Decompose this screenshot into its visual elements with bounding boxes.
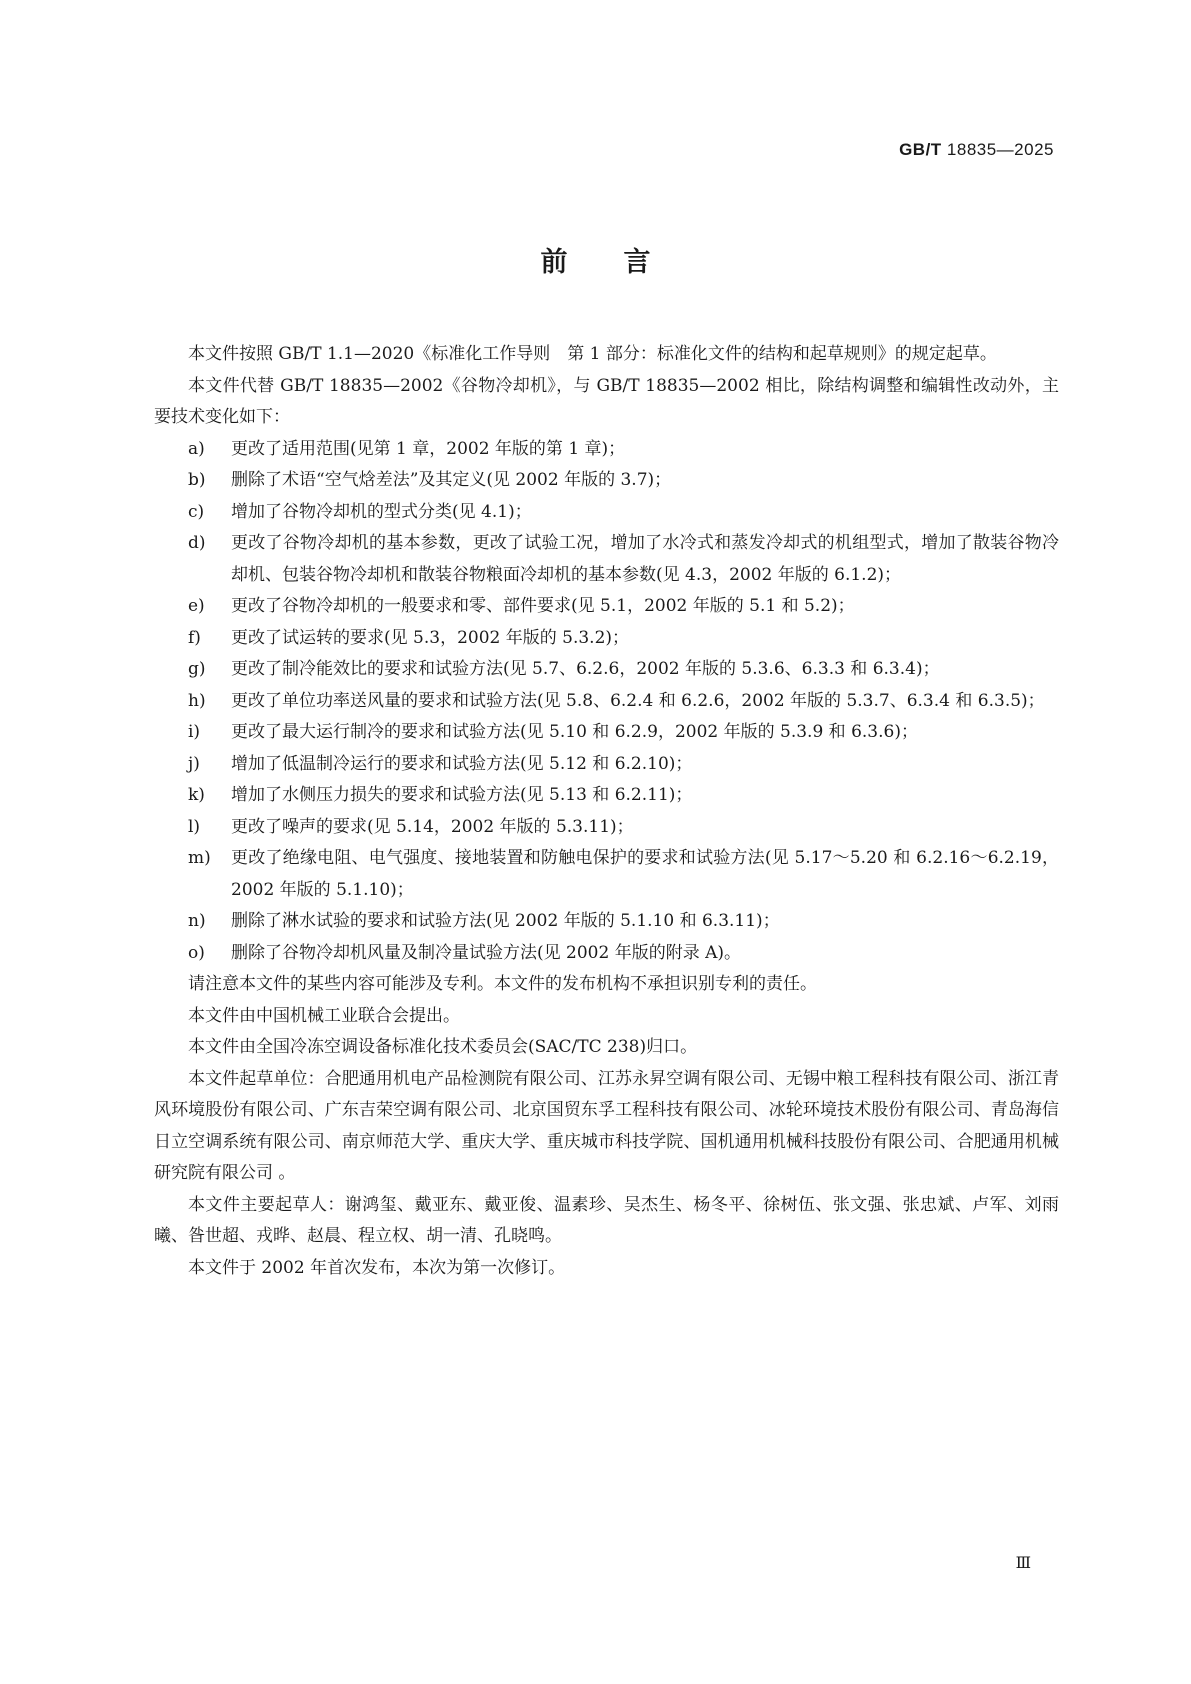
drafting-units-paragraph: 本文件起草单位：合肥通用机电产品检测院有限公司、江苏永昇空调有限公司、无锡中粮工程科技有限公司、浙江青风环境股份有限公司、广东吉荣空调有限公司、北京国贸东孚工程科技有限公司、冰轮环境技术股份有限公司、青岛海信日立空调系统有限公司、南京师范大学、重庆大学、重庆城市科技学院、国机通用机械科技股份有限公司、合肥通用机械研究院有限公司 。 [154,1068,1059,1183]
list-text: 删除了术语“空气焓差法”及其定义(见 2002 年版的 3.7)； [231,470,672,490]
list-text: 增加了低温制冷运行的要求和试验方法(见 5.12 和 6.2.10)； [231,753,693,774]
intro-paragraph: 本文件代替 GB/T 18835—2002《谷物冷却机》，与 GB/T 18835—2002 相比，除结构调整和编辑性改动外，主要技术变化如下： [154,375,1059,427]
list-item [154,812,1059,844]
list-text: 更改了谷物冷却机的一般要求和零、部件要求(见 5.1，2002 年版的 5.1 和 5.2)； [231,596,855,616]
list-marker: h) [188,690,206,711]
list-item [154,434,1059,466]
list-marker: j) [188,753,200,774]
list-item [154,780,1059,812]
list-item [154,843,1059,906]
changes-list [154,434,1059,970]
list-item [154,465,1059,497]
list-text: 更改了谷物冷却机的基本参数，更改了试验工况，增加了水冷式和蒸发冷却式的机组型式，增加了散装谷物冷却机、包装谷物冷却机和散装谷物粮面冷却机的基本参数(见 4.3，2002 年版的 6.1.2)； [231,533,1059,585]
list-marker: f) [188,627,201,648]
list-marker: a) [188,438,205,459]
list-item [154,654,1059,686]
list-item [154,497,1059,529]
committee-paragraph: 本文件由全国冷冻空调设备标准化技术委员会(SAC/TC 238)归口。 [188,1037,698,1057]
list-item [154,938,1059,970]
list-marker: e) [188,596,205,616]
publication-history-paragraph: 本文件于 2002 年首次发布，本次为第一次修订。 [188,1257,566,1278]
patent-notice: 请注意本文件的某些内容可能涉及专利。本文件的发布机构不承担识别专利的责任。 [188,974,817,994]
list-marker: c) [188,501,205,522]
list-text: 更改了绝缘电阻、电气强度、接地装置和防触电保护的要求和试验方法(见 5.17～5.20 和 6.2.16～6.2.19，2002 年版的 5.1.10)； [231,848,1059,900]
standard-prefix: GB/T [899,140,942,159]
list-item [154,906,1059,938]
list-item [154,528,1059,591]
list-marker: g) [188,659,206,679]
intro-paragraph: 本文件按照 GB/T 1.1—2020《标准化工作导则 第 1 部分：标准化文件的结构和起草规则》的规定起草。 [188,344,997,364]
list-text: 更改了试运转的要求(见 5.3，2002 年版的 5.3.2)； [231,627,630,648]
list-text: 更改了制冷能效比的要求和试验方法(见 5.7、6.2.6，2002 年版的 5.3.6、6.3.3 和 6.3.4)； [231,659,940,679]
list-marker: d) [188,533,206,553]
list-item [154,749,1059,781]
list-text: 更改了最大运行制冷的要求和试验方法(见 5.10 和 6.2.9，2002 年版的 5.3.9 和 6.3.6)； [231,722,918,742]
list-item [154,717,1059,749]
list-item [154,623,1059,655]
list-marker: n) [188,911,206,931]
list-text: 增加了水侧压力损失的要求和试验方法(见 5.13 和 6.2.11)； [231,785,693,805]
list-marker: o) [188,942,205,963]
page-title: 前言 [540,247,707,278]
page-number: Ⅲ [1015,1553,1031,1572]
list-text: 更改了单位功率送风量的要求和试验方法(见 5.8、6.2.4 和 6.2.6，2002 年版的 5.3.7、6.3.4 和 6.3.5)； [231,690,1045,711]
foreword-body [154,339,1059,1284]
proposer-paragraph: 本文件由中国机械工业联合会提出。 [188,1005,460,1026]
list-text: 更改了噪声的要求(见 5.14，2002 年版的 5.3.11)； [231,816,634,837]
list-marker: l) [188,816,201,837]
list-marker: i) [188,722,201,742]
drafters-paragraph: 本文件主要起草人：谢鸿玺、戴亚东、戴亚俊、温素珍、吴杰生、杨冬平、徐树伍、张文强、张忠斌、卢军、刘雨曦、昝世超、戎晔、赵晨、程立权、胡一清、孔晓鸣。 [154,1194,1059,1246]
list-text: 更改了适用范围(见第 1 章，2002 年版的第 1 章)； [231,438,626,459]
list-text: 删除了淋水试验的要求和试验方法(见 2002 年版的 5.1.10 和 6.3.11)； [231,911,780,931]
list-marker: b) [188,470,206,490]
standard-code: 18835—2025 [946,140,1054,159]
list-marker: m) [188,848,211,868]
list-marker: k) [188,785,205,805]
list-text: 增加了谷物冷却机的型式分类(见 4.1)； [231,501,532,522]
list-item [154,686,1059,718]
list-text: 删除了谷物冷却机风量及制冷量试验方法(见 2002 年版的附录 A)。 [231,942,742,963]
list-item [154,591,1059,623]
standard-number [899,140,1054,160]
